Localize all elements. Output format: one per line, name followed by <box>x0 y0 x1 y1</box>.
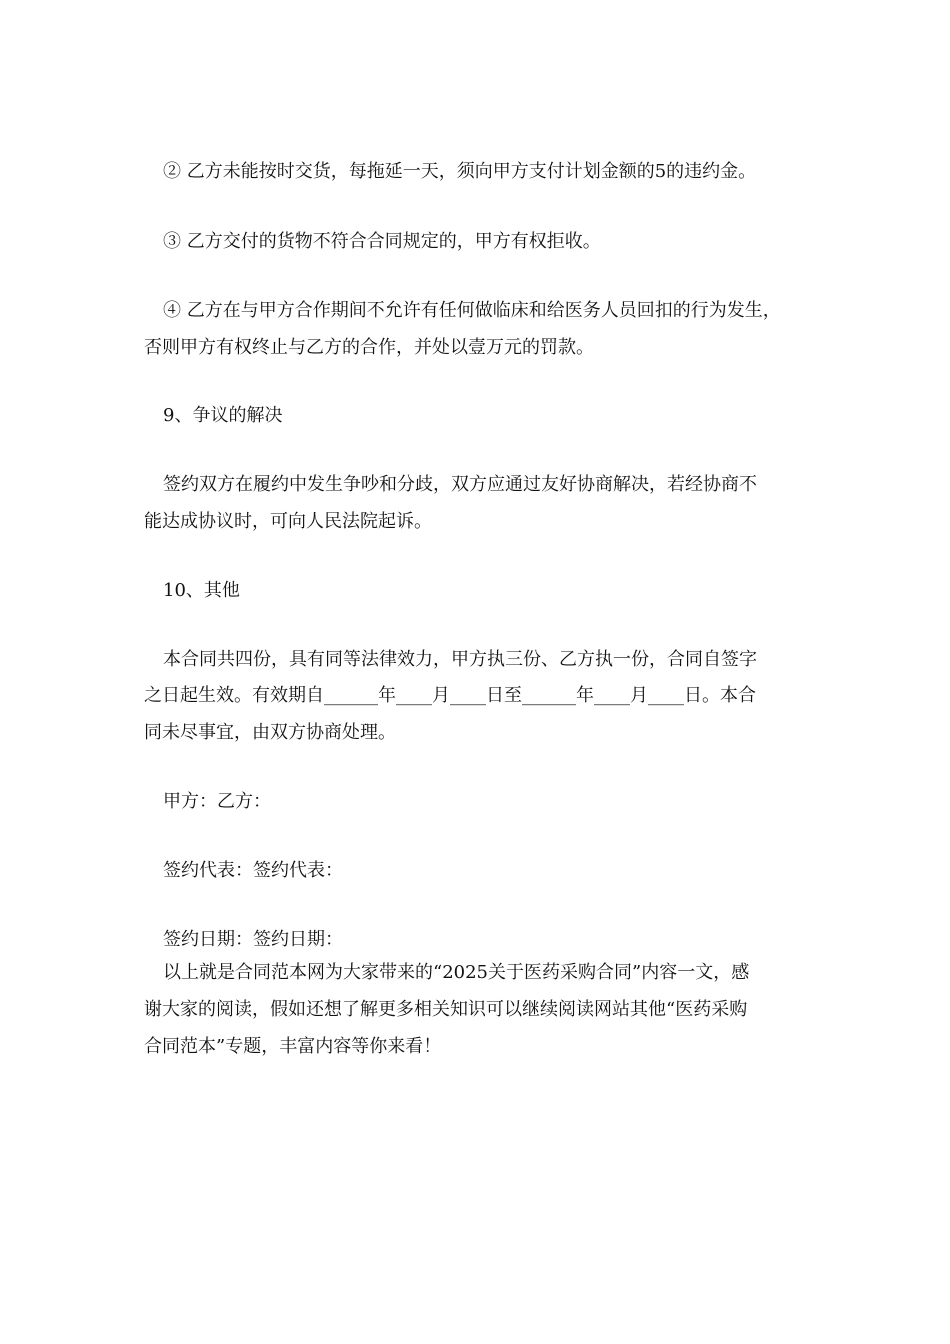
section-9-text-line-1: 签约双方在履约中发生争吵和分歧，双方应通过友好协商解决，若经协商不 <box>163 474 757 495</box>
closing-line-2: 谢大家的阅读，假如还想了解更多相关知识可以继续阅读网站其他“医药采购 <box>144 999 748 1020</box>
section-10-text-line-2: 之日起生效。有效期自______年____月____日至______年____月____日。本合 <box>144 685 756 706</box>
section-10-text-line-3: 同未尽事宜，由双方协商处理。 <box>144 722 396 743</box>
section-9-heading: 9、争议的解决 <box>163 405 283 426</box>
signature-representatives: 签约代表：签约代表： <box>163 860 343 881</box>
signature-dates: 签约日期：签约日期： <box>163 929 343 950</box>
closing-line-1: 以上就是合同范本网为大家带来的“2025关于医药采购合同”内容一文，感 <box>163 962 750 983</box>
penalty-item-3: ③ 乙方交付的货物不符合合同规定的，甲方有权拒收。 <box>163 231 601 252</box>
signature-parties: 甲方：乙方： <box>163 791 271 812</box>
closing-line-3: 合同范本”专题，丰富内容等你来看！ <box>144 1036 442 1057</box>
section-9-text-line-2: 能达成协议时，可向人民法院起诉。 <box>144 511 432 532</box>
section-10-text-line-1: 本合同共四份，具有同等法律效力，甲方执三份、乙方执一份，合同自签字 <box>163 649 757 670</box>
section-10-heading: 10、其他 <box>163 580 240 601</box>
penalty-item-4-line-2: 否则甲方有权终止与乙方的合作，并处以壹万元的罚款。 <box>144 337 594 358</box>
penalty-item-4-line-1: ④ 乙方在与甲方合作期间不允许有任何做临床和给医务人员回扣的行为发生， <box>163 300 781 321</box>
penalty-item-2: ② 乙方未能按时交货，每拖延一天，须向甲方支付计划金额的5的违约金。 <box>163 161 757 182</box>
